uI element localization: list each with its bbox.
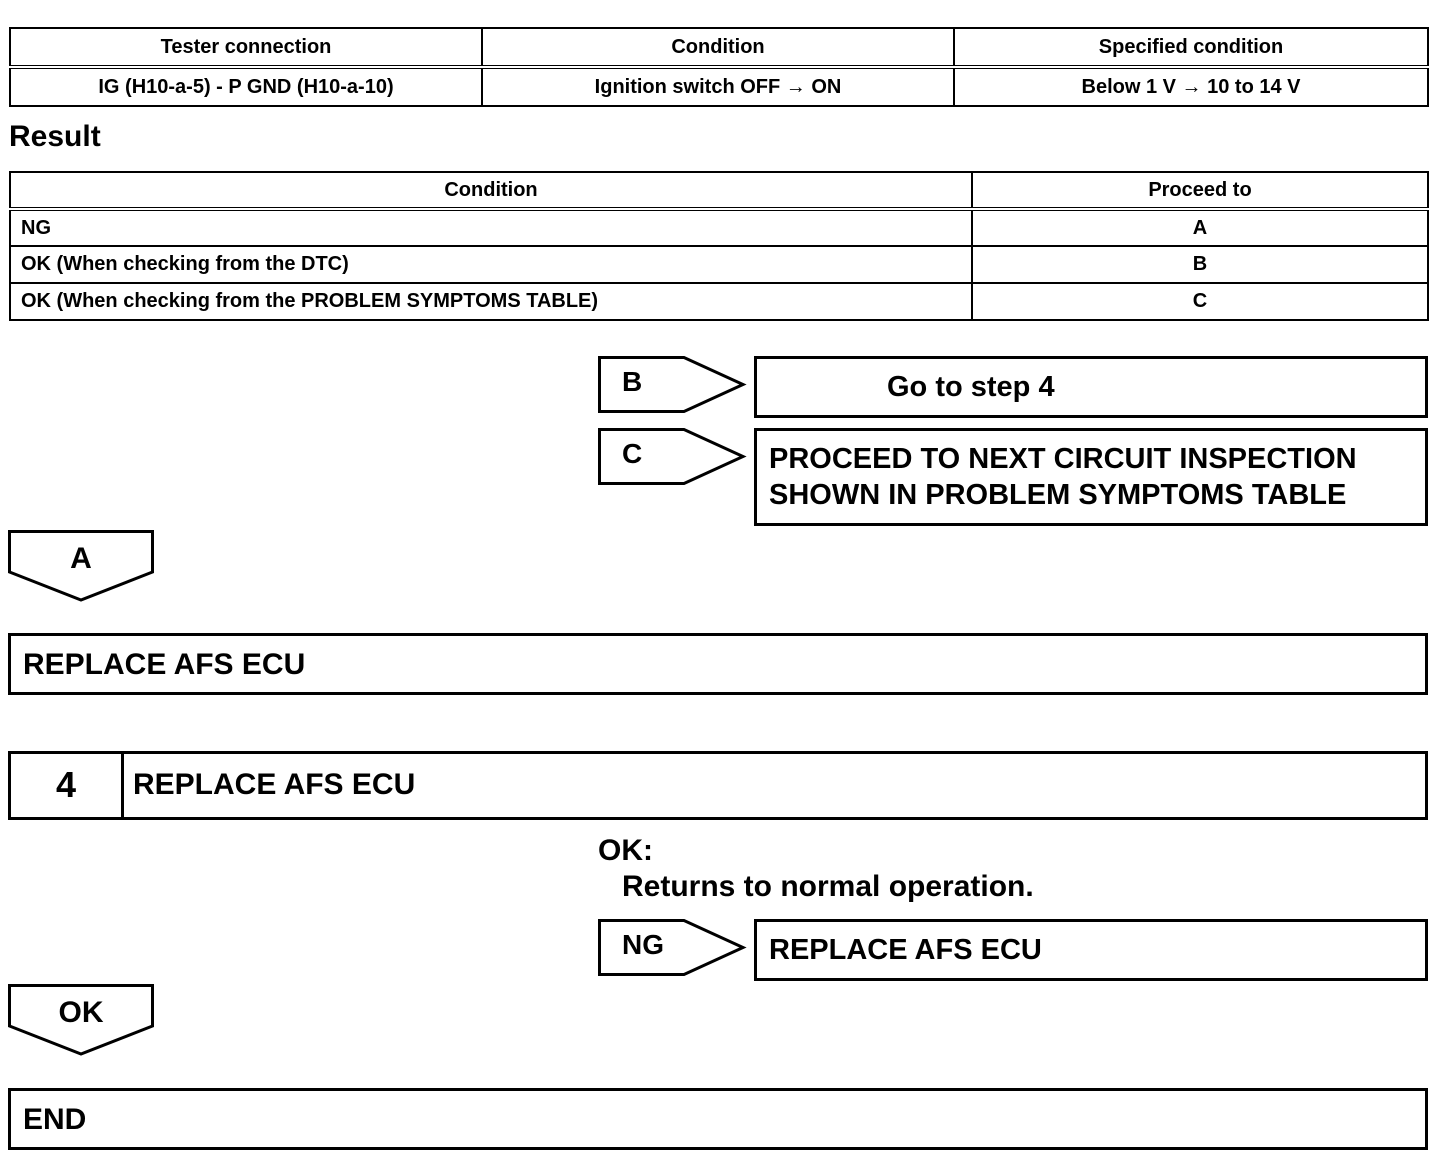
table-row [10,209,1428,246]
header-tester-connection: Tester connection [10,28,482,67]
cell-specified-condition: Below 1 V → 10 to 14 V [954,67,1428,106]
cell-tester-connection: IG (H10-a-5) - P GND (H10-a-10) [10,67,482,106]
branch-a-tag [8,530,154,602]
branch-c-tag [598,428,748,485]
arrow-tag-shape [598,428,748,485]
replace-ecu-text: REPLACE AFS ECU [23,648,306,681]
branch-c-label: C [622,438,643,469]
arrow-tag-shape [598,919,748,976]
branch-ng-tag [598,919,748,976]
cell-condition: OK (When checking from the PROBLEM SYMPTOMS TABLE) [10,283,972,320]
branch-ng-label: NG [622,929,664,960]
tester-connection-table [9,27,1429,107]
cell-condition: NG [10,209,972,246]
table-row [10,67,1428,106]
branch-a-label: A [70,542,92,575]
cell-proceed: B [972,246,1428,283]
table-row [10,246,1428,283]
go-to-step-text: Go to step 4 [887,371,1055,403]
replace-ecu-ng-text: REPLACE AFS ECU [769,934,1042,966]
cell-proceed: A [972,209,1428,246]
step-4-box [8,751,1428,820]
end-box [8,1088,1428,1150]
proceed-next-inspection-box [754,428,1428,526]
end-label: END [23,1103,87,1136]
table-row [10,283,1428,320]
cell-proceed: C [972,283,1428,320]
go-to-step-box [754,356,1428,418]
cell-condition: OK (When checking from the DTC) [10,246,972,283]
step-number: 4 [55,764,77,805]
step-title: REPLACE AFS ECU [133,768,416,801]
branch-ok-tag [8,984,154,1056]
cell-condition: Ignition switch OFF → ON [482,67,954,106]
header-condition: Condition [482,28,954,67]
header-proceed-to: Proceed to [972,172,1428,209]
proceed-text-line1: PROCEED TO NEXT CIRCUIT INSPECTION [769,443,1357,475]
step-number-cell [11,754,124,817]
branch-ok-label: OK [58,996,104,1029]
ok-note-label: OK: [598,834,653,867]
proceed-text-line2: SHOWN IN PROBLEM SYMPTOMS TABLE [769,479,1347,511]
replace-ecu-box-a [8,633,1428,695]
result-table [9,171,1429,321]
replace-ecu-box-ng [754,919,1428,981]
header-condition: Condition [10,172,972,209]
result-heading: Result [9,120,101,153]
ok-note-text: Returns to normal operation. [622,870,1034,903]
branch-b-tag [598,356,748,413]
arrow-tag-shape [598,356,748,413]
branch-b-label: B [622,366,643,397]
header-specified-condition: Specified condition [954,28,1428,67]
